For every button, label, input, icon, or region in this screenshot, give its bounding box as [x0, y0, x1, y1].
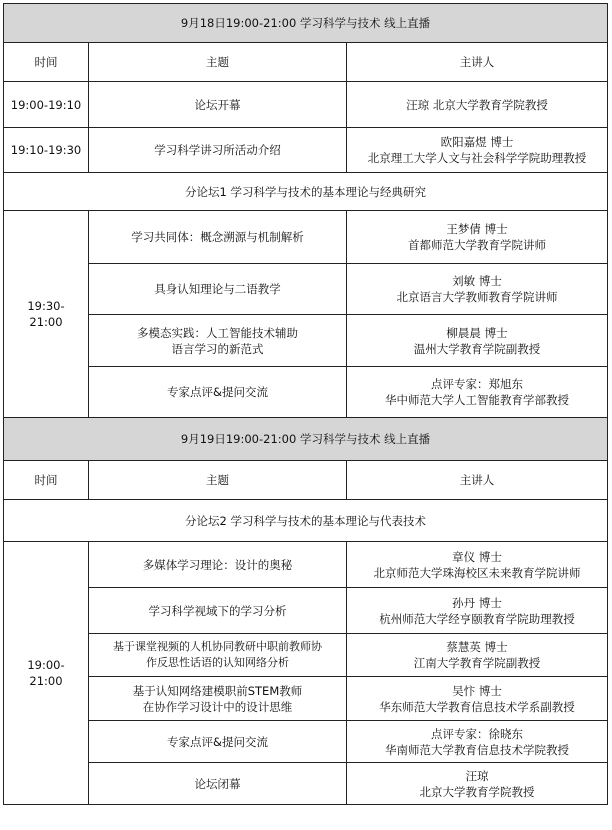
speaker-cell — [347, 542, 608, 588]
speaker-affiliation: 北京大学教育学院教授 — [419, 784, 535, 799]
subforum-row — [4, 173, 608, 211]
table-row — [4, 542, 608, 588]
speaker-affiliation: 北京理工大学人文与社会科学学院助理教授 — [367, 151, 587, 165]
speaker-cell — [347, 128, 608, 173]
speaker-affiliation: 温州大学教育学院副教授 — [413, 341, 541, 356]
speaker-cell — [347, 763, 608, 805]
col-speaker-header: 主讲人 — [347, 43, 608, 82]
day2-header-row — [4, 418, 608, 461]
topic-cell: 学习科学讲习所活动介绍 — [89, 128, 347, 173]
speaker-cell — [347, 634, 608, 677]
table-row — [4, 367, 608, 418]
day1-header: 9月18日19:00-21:00 学习科学与技术 线上直播 — [4, 4, 608, 43]
speaker-name: 点评专家：徐晓东 — [431, 726, 523, 741]
speaker-affiliation: 华南师范大学教育信息技术学院教授 — [385, 742, 569, 757]
day1-header-row — [4, 4, 608, 43]
topic-cell: 基于课堂视频的人机协同教研中职前教师协 作反思性话语的认知网络分析 — [89, 634, 347, 677]
table-row — [4, 677, 608, 721]
time-cell: 19:10-19:30 — [4, 128, 89, 173]
subforum-title: 分论坛2 学习科学与技术的基本理论与代表技术 — [4, 500, 608, 542]
table-row — [4, 588, 608, 634]
speaker-name: 孙丹 博士 — [452, 595, 502, 610]
table-row — [4, 634, 608, 677]
topic-cell: 专家点评&提问交流 — [89, 367, 347, 418]
col-time-header: 时间 — [4, 43, 89, 82]
speaker-cell — [347, 677, 608, 721]
day1-column-header-row — [4, 43, 608, 82]
col-topic-header: 主题 — [89, 43, 347, 82]
speaker-name: 点评专家：郑旭东 — [431, 377, 523, 391]
topic-cell: 学习科学视域下的学习分析 — [89, 588, 347, 634]
topic-cell: 论坛开幕 — [89, 82, 347, 128]
speaker-cell — [347, 315, 608, 367]
topic-cell: 专家点评&提问交流 — [89, 721, 347, 763]
speaker-affiliation: 华东师范大学教育信息技术学系副教授 — [379, 699, 575, 714]
speaker-name: 王梦倩 博士 — [446, 222, 508, 236]
speaker-cell — [347, 367, 608, 418]
speaker-affiliation: 华中师范大学人工智能教育学部教授 — [385, 393, 569, 407]
schedule-table — [3, 3, 608, 805]
topic-cell: 多媒体学习理论：设计的奥秘 — [89, 542, 347, 588]
col-speaker-header: 主讲人 — [347, 461, 608, 500]
day2-header: 9月19日19:00-21:00 学习科学与技术 线上直播 — [4, 418, 608, 461]
speaker-name: 欧阳嘉煜 博士 — [440, 135, 514, 149]
topic-cell: 具身认知理论与二语教学 — [89, 264, 347, 315]
time-cell: 19:00-19:10 — [4, 82, 89, 128]
speaker-affiliation: 江南大学教育学院副教授 — [413, 656, 541, 670]
topic-cell: 论坛闭幕 — [89, 763, 347, 805]
table-row — [4, 128, 608, 173]
schedule — [3, 3, 608, 805]
speaker-affiliation: 北京语言大学教师教育学院讲师 — [396, 290, 558, 304]
topic-cell: 学习共同体：概念溯源与机制解析 — [89, 211, 347, 264]
speaker-cell — [347, 264, 608, 315]
table-row — [4, 82, 608, 128]
col-topic-header: 主题 — [89, 461, 347, 500]
speaker-name: 蔡慧英 博士 — [446, 640, 508, 654]
table-row — [4, 721, 608, 763]
speaker-affiliation: 北京师范大学珠海校区未来教育学院讲师 — [373, 565, 581, 580]
table-row — [4, 264, 608, 315]
time-cell: 19:00- 21:00 — [4, 542, 89, 805]
col-time-header: 时间 — [4, 461, 89, 500]
topic-cell: 基于认知网络建模职前STEM教师 在协作学习设计中的设计思维 — [89, 677, 347, 721]
speaker-cell — [347, 211, 608, 264]
subforum-title: 分论坛1 学习科学与技术的基本理论与经典研究 — [4, 173, 608, 211]
table-row — [4, 315, 608, 367]
table-row — [4, 211, 608, 264]
topic-cell: 多模态实践：人工智能技术辅助 语言学习的新范式 — [89, 315, 347, 367]
speaker-cell — [347, 721, 608, 763]
speaker-name: 柳晨晨 博士 — [446, 325, 508, 340]
day2-column-header-row — [4, 461, 608, 500]
speaker-name: 汪琼 — [465, 768, 489, 783]
table-row — [4, 763, 608, 805]
speaker-affiliation: 首都师范大学教育学院讲师 — [408, 238, 546, 252]
speaker-name: 吴忭 博士 — [452, 683, 502, 698]
speaker-cell — [347, 588, 608, 634]
subforum-row — [4, 500, 608, 542]
speaker-name: 章仪 博士 — [452, 549, 502, 564]
time-cell: 19:30- 21:00 — [4, 211, 89, 418]
speaker-affiliation: 杭州师范大学经亨颐教育学院助理教授 — [379, 611, 575, 626]
speaker-name: 刘敏 博士 — [452, 274, 502, 288]
speaker-cell — [347, 82, 608, 128]
speaker-name: 汪琼 北京大学教育学院教授 — [406, 97, 548, 112]
